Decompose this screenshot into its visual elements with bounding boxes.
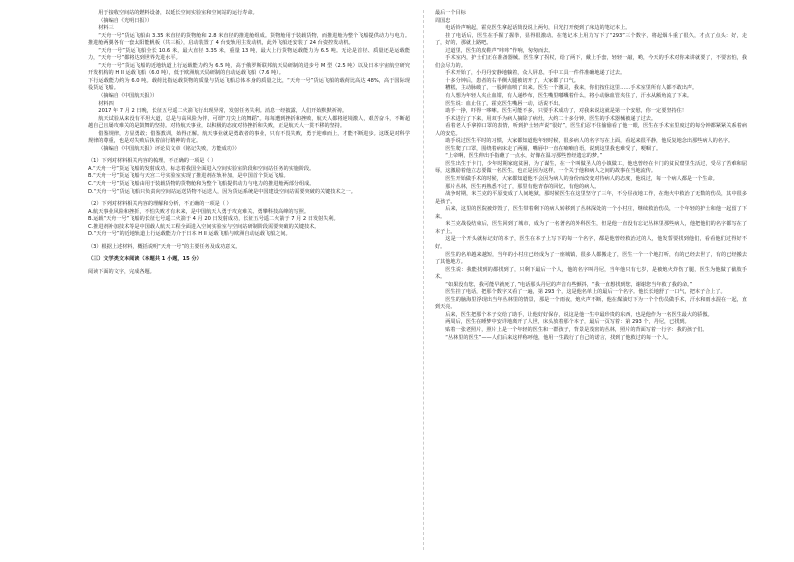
story-para: 医生挂了电话，把那个数字又看了一遍，第 293 个，这是他名单上的最后一个名字。他长长地舒了一口气，把本子合上了。 <box>445 289 726 296</box>
material-four-para: 2017 年 7 月 2 日晚，长征五号遥二火箭飞行出现异常，发射任务失利。消息一经披露，人们开始默默祈祷。 <box>98 108 348 115</box>
question-2-option-c: C.推进剂补加技术等是中国载人航天工程全面进入空间实验室与空间站研制阶段需要突破的关键技术。 <box>88 223 320 230</box>
material-three-para: “天舟一号”货运飞船的近地轨道上行运载能力约为 6.5 吨，高于俄罗斯联邦航天局研制的进步号 M 型（2.5 吨）以及日本宇宙航空研究开发机构的 H II 运载飞船（6.0 吨），低于欧洲航天局研制的自动运载飞船（7.6 吨）。 <box>88 62 410 77</box>
story-para: 手术室内，护士们正在准备器械。医生拿了拐杖，给了两下，戴上手套，轻轻一敲，哟，今天的手术对你来讲就要了，不要害怕，我们会尽力的。 <box>435 55 747 69</box>
question-2-option-a: A.航天事业风险和挫折，不怕失败才有未来，是中国航天人勇于攻克难关、勇攀科技高峰的写照。 <box>88 208 309 215</box>
section-heading: （三）文学类文本阅读（本题共 1 小题，15 分） <box>88 256 202 263</box>
story-para: “如果没有您，我可能早就死了，”电话那头丹尼的声音有些颤抖，“我一直想找到您，谢谢您当年救了我的命。” <box>445 281 693 288</box>
material-two-tail: 用于接收空间站的燃料设备，以延长空间实验室和空间站的运行寿命。 <box>98 10 258 16</box>
question-2-option-b: B.运载“天舟一号”飞船的长征七号遥二火箭于 4 月 20 日发射成功，长征五号遥二火箭于 7 月 2 日发射失利。 <box>88 216 339 223</box>
right-column <box>435 10 747 342</box>
question-1-option-c: C.“天舟一号”货运飞船由用于装载货物的货物舱和为整个飞船提供动力与电力的推进舱两部分组成。 <box>88 181 315 188</box>
source-note: （摘编自《中国航天报》） <box>98 93 158 100</box>
story-para: 手术进行了下来，用双手为病人摘除了病灶，大约二十多分钟，医生的手术器械被递了过去。 <box>445 115 657 122</box>
story-para: “上帝啊，医生伸出手指蘸了一点水，好像在温习那些曾经遗忘的梦。” <box>445 153 603 160</box>
story-para: 看着老人手拿掉口罩的表情，听到护士轻声说“很好”，医生们忍不住偷偷看了他一眼，医生在手术室里度过的每分钟都紧紧关系着病人的安危。 <box>435 123 747 137</box>
story-para: 医生说：血止住了。霍克医生嘴唇一动，话说不出。 <box>445 100 564 107</box>
story-para: 十多分钟后，患者的右半侧大腿被切开了，大家都了口气。 <box>445 77 579 84</box>
question-1-option-a: A.“天舟一号”货运飞船的发射成功，标志着我国全面进入空间实验室阶段和空间站任务的实施阶段。 <box>88 165 315 172</box>
left-column <box>88 10 410 277</box>
story-para: 米兰克战役结束后，医生回到了城市，成为了一名著名的外科医生，但是他一直没有忘记丛林里那些病人，他把他们的名字都写在了本子上。 <box>435 221 747 235</box>
material-three-label: 材料三 <box>98 25 114 32</box>
section-instruction: 阅读下面的文字，完成各题。 <box>88 268 155 275</box>
story-para: 这是一个开头就标记好的本子，医生在本子上写下的每一个名字，都是他曾经救治过的人，他发誓要找到他们，看看他们过得好不好。 <box>435 236 747 250</box>
story-title: 最后一个目标 <box>435 10 466 16</box>
source-note: （摘编自《光明日报》） <box>98 17 153 24</box>
story-para: 那片丛林，医生再熟悉不过了，那里有他青春的回忆，有他的病人。 <box>445 183 600 190</box>
question-2-option-d: D.“天舟一号”的近地轨道上行运载能力介于日本 H II 运载飞船与欧洲自动运载飞船之间。 <box>88 231 291 238</box>
story-para: 助手一挣，吓得一哆嗦。医生可能不多，只要手术成功了，对我来说这就是第一个安慰，你一定要坚持住！ <box>445 108 687 115</box>
story-para: 医生说：我能找到的都找到了，只剩下最后一个人，他的名字叫丹尼，当年他只有七岁，是被炮火炸伤了腿，医生为他做了截肢手术。 <box>435 266 747 281</box>
question-1-option-d: D.“天舟一号”货运飞船只负责向空间站运送货物不运送人，因为货运系统是中国建设空间站需要突破的关键技术之一。 <box>88 188 356 195</box>
story-para: 医生的名单越来越短，当年的小村庄已经成为了一座城镇，很多人都搬走了，医生一个一个地打听，有的已经去世了，有的已经搬去了其他地方。 <box>435 251 747 266</box>
story-para: 电话铃声响起，霍克医生拿起话筒没说上两句，目光打开便到了床边的笔记本上。 <box>445 25 631 32</box>
story-para: 糟糕，主动脉破了，一股鲜血喷了出来。医生一个激灵，我来，你们按住这里……手术室里所有人都不敢出声。 <box>445 85 698 92</box>
material-four-para: 借鉴规律，方显勇敢；借鉴教训，始得正解。航天事业就是勇敢者的事业，只有不畏失败，勇于迎难而上，才能不断进步。这既是对科学规律的尊重，也是对失败后执着前行精神的肯定。 <box>88 130 410 145</box>
question-2: （2）下列对材料相关内容的理解和分析，不正确的一项是（ ） <box>88 201 232 208</box>
story-para: 挂了电话后，医生在手握了握拳，显得很激动。在笔记本上用力写下了“293”三个数字，将起烟斗重了很久，才点了点头：好，走了，好的，那就上路吧。 <box>435 32 747 47</box>
material-four-para: 航天试验从来没有平坦大道，总是与高风险为伴，可谓“刀尖上的舞蹈”。每每遭到挫折和挫败，航天人都将逆境激人，艰苦奋斗，不断超越自己且屡攻难关的是鼓舞的坚持。对待航天事业，以积极的态度对待挫折和失败，正是航天人一贯不移的坚持。 <box>88 115 410 130</box>
material-three-para: 下行运载能力约为 6.0 吨。载荷比指运载货物的质量与货运飞船总体本身的质量之比，“天舟一号”货运飞船的载荷比高达 48%，高于国际现役货运飞船。 <box>88 77 410 92</box>
story-para: 手术开始了，小丹丹安静地躺着，众人屏息，手中工具一件件准确地递了过去。 <box>445 70 626 77</box>
story-para: 有人想为年轻人夹止血钳，有人递纱布，医生嘴里嘟囔着什么，将小动脉血管夹住了，汗水从额角流了下来。 <box>445 93 693 100</box>
story-para: 医生爬了口罩，围绕着病床走了两圈，嘴唇中一直在喃喃自语，说到这里我也难受了，哽咽了。 <box>445 145 662 152</box>
story-para: 医生出生于卡门，少年时期家庭贫困，为了谋生，在一个叫做圣人的小镇做工，他也曾经在卡门的贫民窟里生活过，受尽了苦难和屈辱，这激励着他立志要做一名医生，也正是因为这样，一个关于他和病人之间的故事在当地流传。 <box>435 160 747 175</box>
story-para: 医生开始做手术的时候，大家都知道他不会因为病人的身份而改变对待病人的态度，他说过，每一个病人都是一个生命。 <box>445 176 718 183</box>
story-para: 贴着一张老照片，照片上是一个年轻的医生和一群孩子，背景是茂密的丛林，照片的背面写着一行字：我的孩子们。 <box>445 326 708 333</box>
story-author: 周国忠 <box>435 17 451 24</box>
question-3: （3）根据上述材料，概括说明“天舟一号”的主要任务及成功意义。 <box>88 243 241 250</box>
story-para: 助手说过医生平时的习惯，大家都知道他年轻时候，很多病人的名字写在上面，看起来很平静，他反复地念出那些病人的名字。 <box>445 138 734 145</box>
material-three-para: “天舟一号”货运飞船全长 10.6 米，最大直径 3.35 米，重量 13 吨，最大上行货物运载能力为 6.5 吨。无论是首径、质量还是运载能力，“天舟一号”都将达到世界先进水平。 <box>88 47 410 62</box>
column-divider <box>423 10 424 550</box>
story-para: “丛林里的医生”——人们后来这样称呼他，他用一生践行了自己的诺言，找到了他救过的每一个人。 <box>445 334 672 341</box>
story-para: 战争时期，米兰克的平原变成了人间地狱，那时候医生在这里坚守了三年，不分昼夜地工作，在炮火中救治了无数的伤员，其中很多是孩子。 <box>435 191 747 205</box>
story-para: 两周后，医生在睡梦中安详地离开了人世，床头放着那个本子，最后一页写着：第 293 个，丹尼，已找到。 <box>445 319 690 326</box>
material-four-label: 材料四 <box>98 100 114 107</box>
source-note: （摘编自《中国航天报》评论员文章《铭记失败，方能成功》） <box>98 145 240 152</box>
story-para: 过道里，医生的皮鞋声“咔咔”作响，匆匆而去。 <box>445 47 554 54</box>
material-three-para: “天舟一号”货运飞船由 3.35 米直径的货物舱和 2.8 米直径的推进舱组成。货物舱用于装载货物，而推进舱为整个飞船提供动力与电力。推进舱两翼各有一套太阳能帆板（共三板），启动装置了 4 台变轨用主发动机，此外飞船还安装了 24 台姿控发动机。 <box>88 32 410 47</box>
story-para: 后来，医生把那个本子交给了助手，让他好好保存，说这是他一生中最珍贵的东西，也是他作为一名医生最大的骄傲。 <box>445 311 713 318</box>
story-para: 后来，这里的医院被炸毁了，医生带着剩下的病人转移到了丛林深处的一个小村庄，继续救治伤员，一个年轻的护士和他一起留了下来。 <box>435 206 747 220</box>
question-1-option-b: B.“天舟一号”货运飞船与天宫二号实验室实现了推进剂在轨补加，是中国首个货运飞船。 <box>88 173 289 180</box>
story-para: 医生的脑海里浮现出当年丛林里的情景，那是一个雨夜，炮火声不断，他在煤油灯下为一个个伤员做手术，汗水和雨水混在一起，直到天亮。 <box>435 296 747 311</box>
question-1: （1）下列对材料相关内容的梳理，不正确的一项是（ ） <box>88 158 217 165</box>
